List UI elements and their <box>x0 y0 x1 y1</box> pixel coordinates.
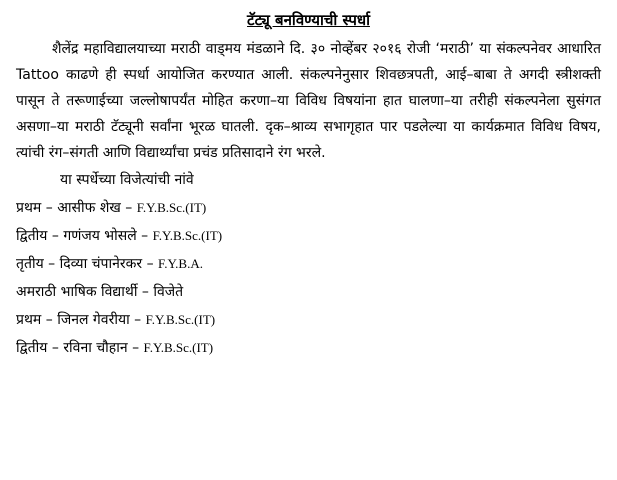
dash-separator: – <box>141 284 154 300</box>
winner-rank: प्रथम <box>16 200 42 216</box>
winner-category: अमराठी भाषिक विद्यार्थी <box>16 284 138 300</box>
dash-separator: – <box>141 228 153 244</box>
winner-class: F.Y.B.A. <box>158 256 203 271</box>
dash-separator: – <box>51 228 64 244</box>
winner-name: गणंजय भोसले <box>63 228 137 244</box>
winner-rank: प्रथम <box>16 312 42 328</box>
winner-class: F.Y.B.Sc.(IT) <box>136 200 207 215</box>
winner-line <box>16 222 601 250</box>
body-paragraph: शैलेंद्र महाविद्यालयाच्या मराठी वाड्मय मंडळाने दि. ३० नोव्हेंबर २०१६ रोजी ‘मराठी’ या संकल्पनेवर आधारित Tattoo काढणे ही स्पर्धा आयोजित करण्यात आली. संकल्पनेनुसार शिवछत्रपती, आई–बाबा ते अगदी स्त्रीशक्ती पासून ते तरूणाईच्या जल्लोषापर्यंत मोहित करणा–या विविध विषयांना हात घालणा–या तरीही संकल्पनेला सुसंगत असणा–या मराठी टॅट्यूनी सर्वांना भूरळ घातली. दृक–श्राव्य सभागृहात पार पडलेल्या या कार्यक्रमात विविध विषय, त्यांची रंग–संगती आणि विद्यार्थ्यांचा प्रचंड प्रतिसादाने रंग भरले. <box>16 41 601 161</box>
winners-heading: या स्पर्धेच्या विजेत्यांची नांवे <box>60 172 194 188</box>
winner-line <box>16 306 601 334</box>
winner-name: दिव्या चंपानेरकर <box>59 256 143 272</box>
winner-line <box>16 334 601 362</box>
winner-rank: द्वितीय <box>16 340 48 356</box>
dash-separator: – <box>45 312 58 328</box>
winner-line <box>16 194 601 222</box>
winner-class: F.Y.B.Sc.(IT) <box>143 340 214 355</box>
dash-separator: – <box>48 256 60 272</box>
dash-separator: – <box>51 340 64 356</box>
winner-category-line <box>16 278 601 306</box>
winner-name: जिनल गेवरीया <box>57 312 130 328</box>
dash-separator: – <box>45 200 58 216</box>
dash-separator: – <box>146 256 159 272</box>
winner-class: F.Y.B.Sc.(IT) <box>152 228 223 243</box>
winner-rank: तृतीय <box>16 256 44 272</box>
dash-separator: – <box>132 340 144 356</box>
winner-name: आसीफ शेख <box>57 200 121 216</box>
dash-separator: – <box>134 312 146 328</box>
winner-line <box>16 250 601 278</box>
winners-list <box>16 194 601 362</box>
winner-category-label: विजेते <box>153 284 184 300</box>
winner-class: F.Y.B.Sc.(IT) <box>145 312 216 327</box>
document-title: टॅट्यू बनविण्याची स्पर्धा <box>247 11 370 29</box>
winner-name: रविना चौहान <box>63 340 128 356</box>
winner-rank: द्वितीय <box>16 228 48 244</box>
dash-separator: – <box>125 200 137 216</box>
